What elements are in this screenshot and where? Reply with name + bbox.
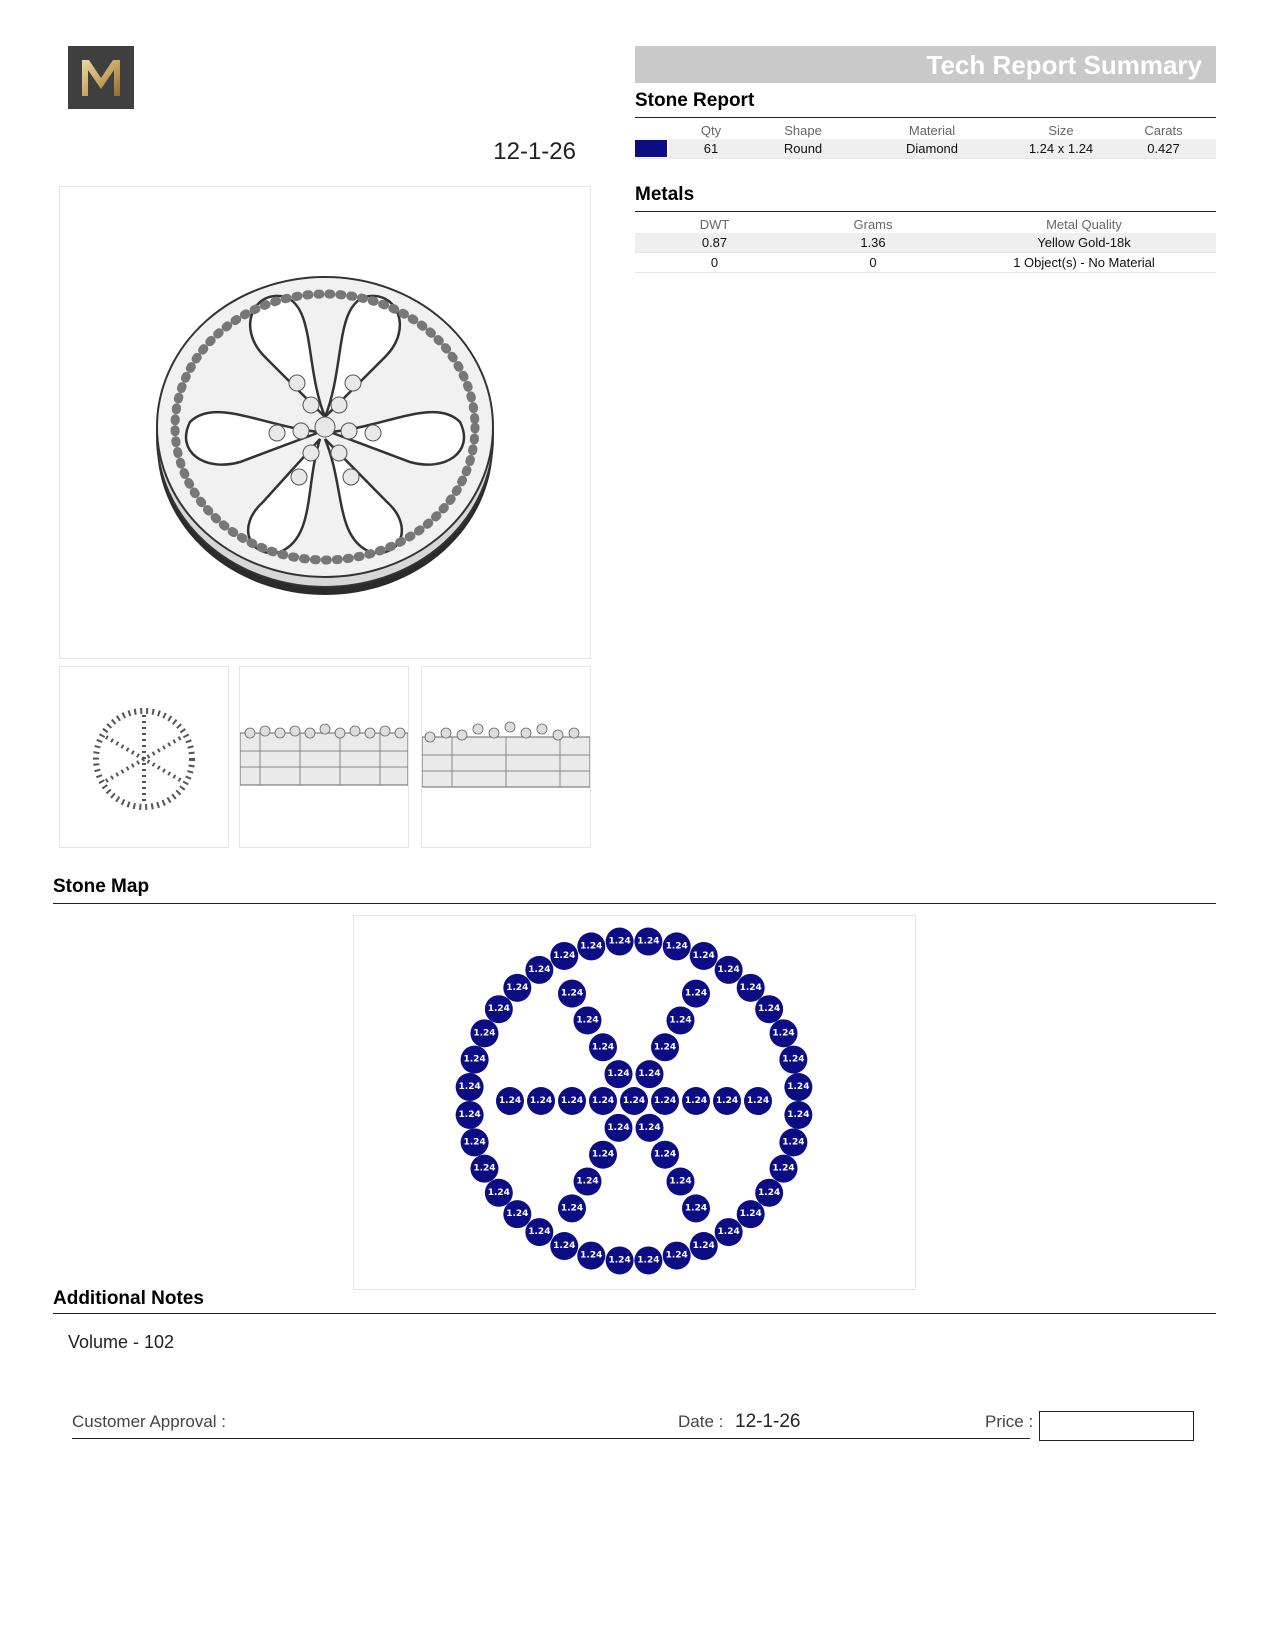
stone-marker <box>651 1087 679 1115</box>
column-header-carats: Carats <box>1144 122 1183 138</box>
stone-size-label: 1.24 <box>692 950 715 961</box>
stone-marker <box>651 1141 679 1169</box>
stone-size-label: 1.24 <box>787 1082 810 1093</box>
stone-size-label: 1.24 <box>653 1042 677 1053</box>
approval-signature-line[interactable] <box>72 1438 1030 1439</box>
stone-size-label: 1.24 <box>506 1209 529 1220</box>
stone-marker <box>682 1087 710 1115</box>
stone-marker <box>755 1179 783 1207</box>
stone-report-table <box>635 121 1216 159</box>
column-header-qty: Qty <box>700 122 722 138</box>
stone-size-label: 1.24 <box>498 1096 522 1106</box>
metal-quality: 1 Object(s) - No Material <box>952 253 1216 273</box>
stone-size-label: 1.24 <box>553 1241 576 1252</box>
pendant-top-view-icon <box>60 667 228 847</box>
stone-marker <box>715 1218 743 1246</box>
stone-marker <box>682 1194 710 1222</box>
stone-marker <box>558 1087 586 1115</box>
stone-size-label: 1.24 <box>637 936 660 947</box>
stone-marker <box>737 974 765 1002</box>
stone-size-label: 1.24 <box>692 1241 715 1252</box>
stone-marker <box>770 1019 798 1047</box>
stone-size-label: 1.24 <box>684 1203 708 1214</box>
stone-size-label: 1.24 <box>653 1096 677 1106</box>
stone-size-label: 1.24 <box>717 1227 740 1238</box>
stone-map-canvas <box>354 916 915 1289</box>
metal-grams: 1.36 <box>794 233 952 253</box>
stone-size-label: 1.24 <box>528 1227 551 1238</box>
main-render-image <box>59 186 591 659</box>
stone-size-label: 1.24 <box>653 1149 677 1160</box>
column-header-metal-quality: Metal Quality <box>1046 216 1122 232</box>
column-header-dwt: DWT <box>699 216 730 232</box>
stone-size-label: 1.24 <box>591 1096 615 1106</box>
stone-size-label: 1.24 <box>487 1187 510 1198</box>
column-header-shape: Shape <box>784 122 822 138</box>
stone-marker <box>461 1046 489 1074</box>
stone-size-label: 1.24 <box>608 1255 631 1266</box>
stone-marker <box>634 928 662 956</box>
metals-title: Metals <box>635 184 695 205</box>
stone-marker <box>784 1101 812 1129</box>
metals-table <box>635 215 1216 273</box>
metal-dwt: 0.87 <box>635 233 794 253</box>
stone-shape: Round <box>753 139 853 159</box>
stone-size-label: 1.24 <box>638 1069 661 1080</box>
thumbnail-side-view-2 <box>421 666 591 848</box>
stone-size-label: 1.24 <box>739 982 762 993</box>
price-field[interactable] <box>1039 1411 1194 1441</box>
stone-marker <box>589 1033 617 1061</box>
date-label: Date : <box>678 1412 724 1431</box>
metals-header-row <box>635 215 1216 233</box>
approval-date: 12-1-26 <box>735 1411 801 1432</box>
stone-marker <box>485 1179 513 1207</box>
stone-marker <box>525 1218 553 1246</box>
stone-size-label: 1.24 <box>607 1122 630 1133</box>
stone-marker <box>485 995 513 1023</box>
stone-marker <box>636 1060 664 1088</box>
stone-size-label: 1.24 <box>782 1054 805 1065</box>
table-row <box>635 233 1216 253</box>
stone-marker <box>682 980 710 1008</box>
stone-size-label: 1.24 <box>529 1096 553 1106</box>
stone-report-header-row <box>635 121 1216 139</box>
stone-size-label: 1.24 <box>746 1096 770 1106</box>
swatch-column-header <box>635 121 669 139</box>
report-title-bar <box>635 46 1216 83</box>
stone-size-label: 1.24 <box>684 988 708 999</box>
stone-report-title: Stone Report <box>635 90 755 111</box>
stone-material: Diamond <box>853 139 1011 159</box>
table-row <box>635 253 1216 273</box>
report-title: Tech Report Summary <box>926 50 1202 80</box>
stone-map <box>353 915 916 1290</box>
stone-marker <box>577 932 605 960</box>
stone-size-label: 1.24 <box>715 1096 739 1106</box>
stone-marker <box>589 1087 617 1115</box>
thumbnail-top-view <box>59 666 229 848</box>
stone-marker <box>663 1242 691 1270</box>
logo-m-icon <box>68 46 134 109</box>
stone-marker <box>770 1155 798 1183</box>
company-logo <box>68 46 134 109</box>
column-header-size: Size <box>1048 122 1074 138</box>
stone-size-label: 1.24 <box>758 1004 781 1015</box>
stone-size-label: 1.24 <box>560 988 584 999</box>
stone-size-label: 1.24 <box>787 1109 810 1120</box>
stone-map-title: Stone Map <box>53 876 150 897</box>
stone-marker <box>550 942 578 970</box>
pendant-angle-view-icon <box>422 667 590 847</box>
metals-divider <box>635 211 1216 212</box>
stone-marker <box>779 1128 807 1156</box>
customer-approval-label: Customer Approval : <box>72 1412 227 1431</box>
stone-size-label: 1.24 <box>458 1109 481 1120</box>
stone-size-label: 1.24 <box>580 941 603 952</box>
stone-size-label: 1.24 <box>560 1096 584 1106</box>
stone-marker <box>651 1033 679 1061</box>
stone-marker <box>496 1087 524 1115</box>
table-row <box>635 139 1216 159</box>
stone-marker <box>550 1232 578 1260</box>
stone-marker <box>715 956 743 984</box>
stone-size-label: 1.24 <box>528 964 551 975</box>
metal-dwt: 0 <box>635 253 794 273</box>
stone-marker <box>527 1087 555 1115</box>
stone-marker <box>737 1200 765 1228</box>
stone-size-label: 1.24 <box>458 1082 481 1093</box>
thumbnail-side-view-1 <box>239 666 409 848</box>
stone-size-label: 1.24 <box>669 1015 692 1026</box>
stone-report-divider <box>635 117 1216 118</box>
pendant-render-icon <box>60 187 590 658</box>
stone-marker <box>503 974 531 1002</box>
stone-size-label: 1.24 <box>560 1203 584 1214</box>
stone-size-label: 1.24 <box>487 1004 510 1015</box>
stone-marker <box>461 1128 489 1156</box>
stone-size-label: 1.24 <box>580 1250 603 1261</box>
stone-size-label: 1.24 <box>473 1163 496 1174</box>
stone-marker <box>667 1006 695 1034</box>
stone-size-label: 1.24 <box>576 1015 599 1026</box>
stone-size-label: 1.24 <box>758 1187 781 1198</box>
stone-size-label: 1.24 <box>591 1149 615 1160</box>
stone-qty: 61 <box>669 139 753 159</box>
stone-size-label: 1.24 <box>637 1255 660 1266</box>
stone-marker <box>779 1046 807 1074</box>
stone-marker <box>634 1246 662 1274</box>
metal-grams: 0 <box>794 253 952 273</box>
column-header-grams: Grams <box>853 216 893 232</box>
stone-size-label: 1.24 <box>684 1096 708 1106</box>
stone-size-label: 1.24 <box>591 1042 615 1053</box>
stone-marker <box>456 1073 484 1101</box>
stone-size-label: 1.24 <box>473 1028 496 1039</box>
stone-color-swatch-cell <box>635 139 669 159</box>
stone-marker <box>744 1087 772 1115</box>
stone-marker <box>558 1194 586 1222</box>
stone-marker <box>558 980 586 1008</box>
stone-marker <box>690 942 718 970</box>
stone-marker <box>620 1087 648 1115</box>
notes-divider <box>53 1313 1216 1314</box>
stone-marker <box>577 1242 605 1270</box>
stone-marker <box>713 1087 741 1115</box>
stone-marker <box>470 1155 498 1183</box>
stone-size-label: 1.24 <box>553 950 576 961</box>
pendant-side-view-icon <box>240 667 408 847</box>
stone-size-label: 1.24 <box>622 1096 646 1106</box>
metal-quality: Yellow Gold-18k <box>952 233 1216 253</box>
report-date: 12-1-26 <box>493 138 576 165</box>
stone-marker <box>503 1200 531 1228</box>
stone-size-label: 1.24 <box>638 1122 661 1133</box>
stone-marker <box>636 1114 664 1142</box>
stone-color-swatch <box>635 140 667 157</box>
stone-marker <box>667 1168 695 1196</box>
stone-marker <box>606 1246 634 1274</box>
stone-marker <box>470 1019 498 1047</box>
stone-size-label: 1.24 <box>463 1054 486 1065</box>
stone-size-label: 1.24 <box>739 1209 762 1220</box>
stone-marker <box>456 1101 484 1129</box>
stone-marker <box>606 928 634 956</box>
notes-text: Volume - 102 <box>68 1332 175 1352</box>
column-header-material: Material <box>908 122 956 138</box>
price-label: Price : <box>985 1412 1034 1431</box>
stone-marker <box>784 1073 812 1101</box>
stone-marker <box>525 956 553 984</box>
stone-size-label: 1.24 <box>608 936 631 947</box>
stone-size-label: 1.24 <box>607 1069 630 1080</box>
stone-size-label: 1.24 <box>665 1250 688 1261</box>
stone-size-label: 1.24 <box>772 1163 795 1174</box>
stone-size-label: 1.24 <box>463 1137 486 1148</box>
stone-size-label: 1.24 <box>576 1176 599 1187</box>
stone-marker <box>605 1114 633 1142</box>
stone-size-label: 1.24 <box>506 982 529 993</box>
stone-carats: 0.427 <box>1111 139 1216 159</box>
stone-size: 1.24 x 1.24 <box>1011 139 1111 159</box>
stone-size-label: 1.24 <box>717 964 740 975</box>
stone-marker <box>663 932 691 960</box>
stone-marker <box>755 995 783 1023</box>
stone-marker <box>589 1141 617 1169</box>
stone-size-label: 1.24 <box>665 941 688 952</box>
stone-map-divider <box>53 903 1216 904</box>
stone-size-label: 1.24 <box>772 1028 795 1039</box>
additional-notes-title: Additional Notes <box>53 1288 204 1309</box>
stone-size-label: 1.24 <box>669 1176 692 1187</box>
stone-marker <box>690 1232 718 1260</box>
stone-marker <box>574 1168 602 1196</box>
stone-size-label: 1.24 <box>782 1137 805 1148</box>
stone-marker <box>605 1060 633 1088</box>
stone-marker <box>574 1006 602 1034</box>
